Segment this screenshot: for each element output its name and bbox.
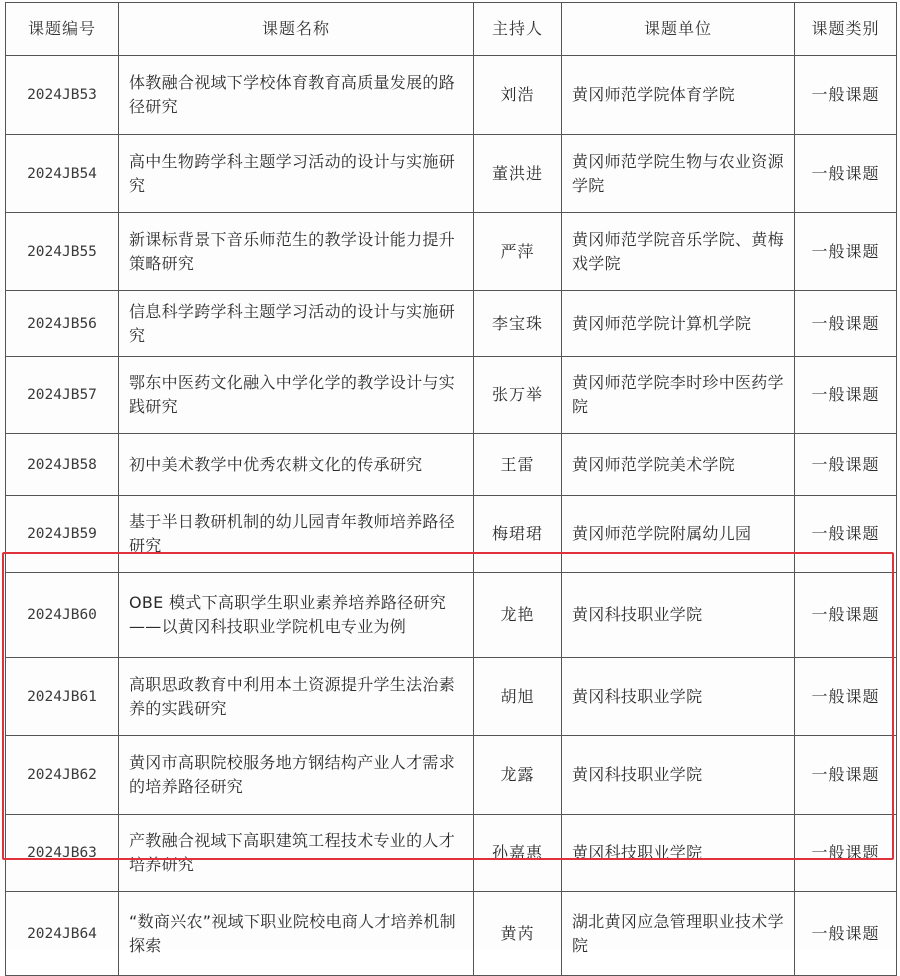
table-row <box>6 815 897 892</box>
header-code: 课题编号 <box>6 3 119 56</box>
cell-name: “数商兴农”视域下职业院校电商人才培养机制探索 <box>119 892 474 976</box>
cell-type: 一般课题 <box>795 736 897 815</box>
cell-code: 2024JB53 <box>6 56 119 135</box>
cell-type: 一般课题 <box>795 496 897 573</box>
research-topics-table <box>5 2 897 976</box>
cell-host: 严萍 <box>474 213 562 291</box>
cell-type: 一般课题 <box>795 357 897 434</box>
cell-type: 一般课题 <box>795 135 897 213</box>
cell-host: 龙露 <box>474 736 562 815</box>
cell-code: 2024JB58 <box>6 434 119 496</box>
cell-host: 龙艳 <box>474 573 562 658</box>
cell-unit: 黄冈师范学院附属幼儿园 <box>562 496 795 573</box>
cell-host: 李宝珠 <box>474 291 562 357</box>
cell-unit: 黄冈科技职业学院 <box>562 658 795 736</box>
cell-name: 新课标背景下音乐师范生的教学设计能力提升策略研究 <box>119 213 474 291</box>
cell-name: 高职思政教育中利用本土资源提升学生法治素养的实践研究 <box>119 658 474 736</box>
cell-unit: 黄冈师范学院生物与农业资源学院 <box>562 135 795 213</box>
cell-host: 张万举 <box>474 357 562 434</box>
header-type: 课题类别 <box>795 3 897 56</box>
header-host: 主持人 <box>474 3 562 56</box>
header-name: 课题名称 <box>119 3 474 56</box>
cell-code: 2024JB59 <box>6 496 119 573</box>
cell-type: 一般课题 <box>795 291 897 357</box>
cell-type: 一般课题 <box>795 573 897 658</box>
table-row <box>6 573 897 658</box>
cell-unit: 黄冈科技职业学院 <box>562 736 795 815</box>
cell-host: 董洪进 <box>474 135 562 213</box>
cell-type: 一般课题 <box>795 815 897 892</box>
cell-unit: 黄冈科技职业学院 <box>562 573 795 658</box>
cell-unit: 黄冈师范学院李时珍中医药学院 <box>562 357 795 434</box>
cell-name: 黄冈市高职院校服务地方钢结构产业人才需求的培养路径研究 <box>119 736 474 815</box>
cell-unit: 黄冈科技职业学院 <box>562 815 795 892</box>
cell-name: 高中生物跨学科主题学习活动的设计与实施研究 <box>119 135 474 213</box>
cell-name: 信息科学跨学科主题学习活动的设计与实施研究 <box>119 291 474 357</box>
cell-unit: 黄冈师范学院计算机学院 <box>562 291 795 357</box>
table-row <box>6 658 897 736</box>
cell-code: 2024JB62 <box>6 736 119 815</box>
cell-code: 2024JB63 <box>6 815 119 892</box>
cell-name: 基于半日教研机制的幼儿园青年教师培养路径研究 <box>119 496 474 573</box>
cell-code: 2024JB55 <box>6 213 119 291</box>
cell-name: 鄂东中医药文化融入中学化学的教学设计与实践研究 <box>119 357 474 434</box>
cell-host: 孙嘉惠 <box>474 815 562 892</box>
cell-host: 刘浩 <box>474 56 562 135</box>
table-row <box>6 56 897 135</box>
cell-type: 一般课题 <box>795 892 897 976</box>
cell-unit: 黄冈师范学院音乐学院、黄梅戏学院 <box>562 213 795 291</box>
cell-code: 2024JB56 <box>6 291 119 357</box>
cell-name: 产教融合视域下高职建筑工程技术专业的人才培养研究 <box>119 815 474 892</box>
cell-code: 2024JB57 <box>6 357 119 434</box>
cell-type: 一般课题 <box>795 434 897 496</box>
cell-code: 2024JB61 <box>6 658 119 736</box>
cell-name: OBE 模式下高职学生职业素养培养路径研究——以黄冈科技职业学院机电专业为例 <box>119 573 474 658</box>
table-row <box>6 357 897 434</box>
table-row <box>6 434 897 496</box>
cell-name: 体教融合视域下学校体育教育高质量发展的路径研究 <box>119 56 474 135</box>
cell-type: 一般课题 <box>795 658 897 736</box>
cell-host: 黄芮 <box>474 892 562 976</box>
table-row <box>6 213 897 291</box>
cell-code: 2024JB60 <box>6 573 119 658</box>
cell-code: 2024JB64 <box>6 892 119 976</box>
cell-host: 王雷 <box>474 434 562 496</box>
table-row <box>6 736 897 815</box>
cell-host: 胡旭 <box>474 658 562 736</box>
cell-name: 初中美术教学中优秀农耕文化的传承研究 <box>119 434 474 496</box>
table-row <box>6 496 897 573</box>
cell-unit: 湖北黄冈应急管理职业技术学院 <box>562 892 795 976</box>
header-unit: 课题单位 <box>562 3 795 56</box>
cell-unit: 黄冈师范学院美术学院 <box>562 434 795 496</box>
table-header-row <box>6 3 897 56</box>
cell-type: 一般课题 <box>795 213 897 291</box>
table-row <box>6 892 897 976</box>
cell-host: 梅珺珺 <box>474 496 562 573</box>
cell-unit: 黄冈师范学院体育学院 <box>562 56 795 135</box>
table-row <box>6 291 897 357</box>
cell-code: 2024JB54 <box>6 135 119 213</box>
table-row <box>6 135 897 213</box>
cell-type: 一般课题 <box>795 56 897 135</box>
